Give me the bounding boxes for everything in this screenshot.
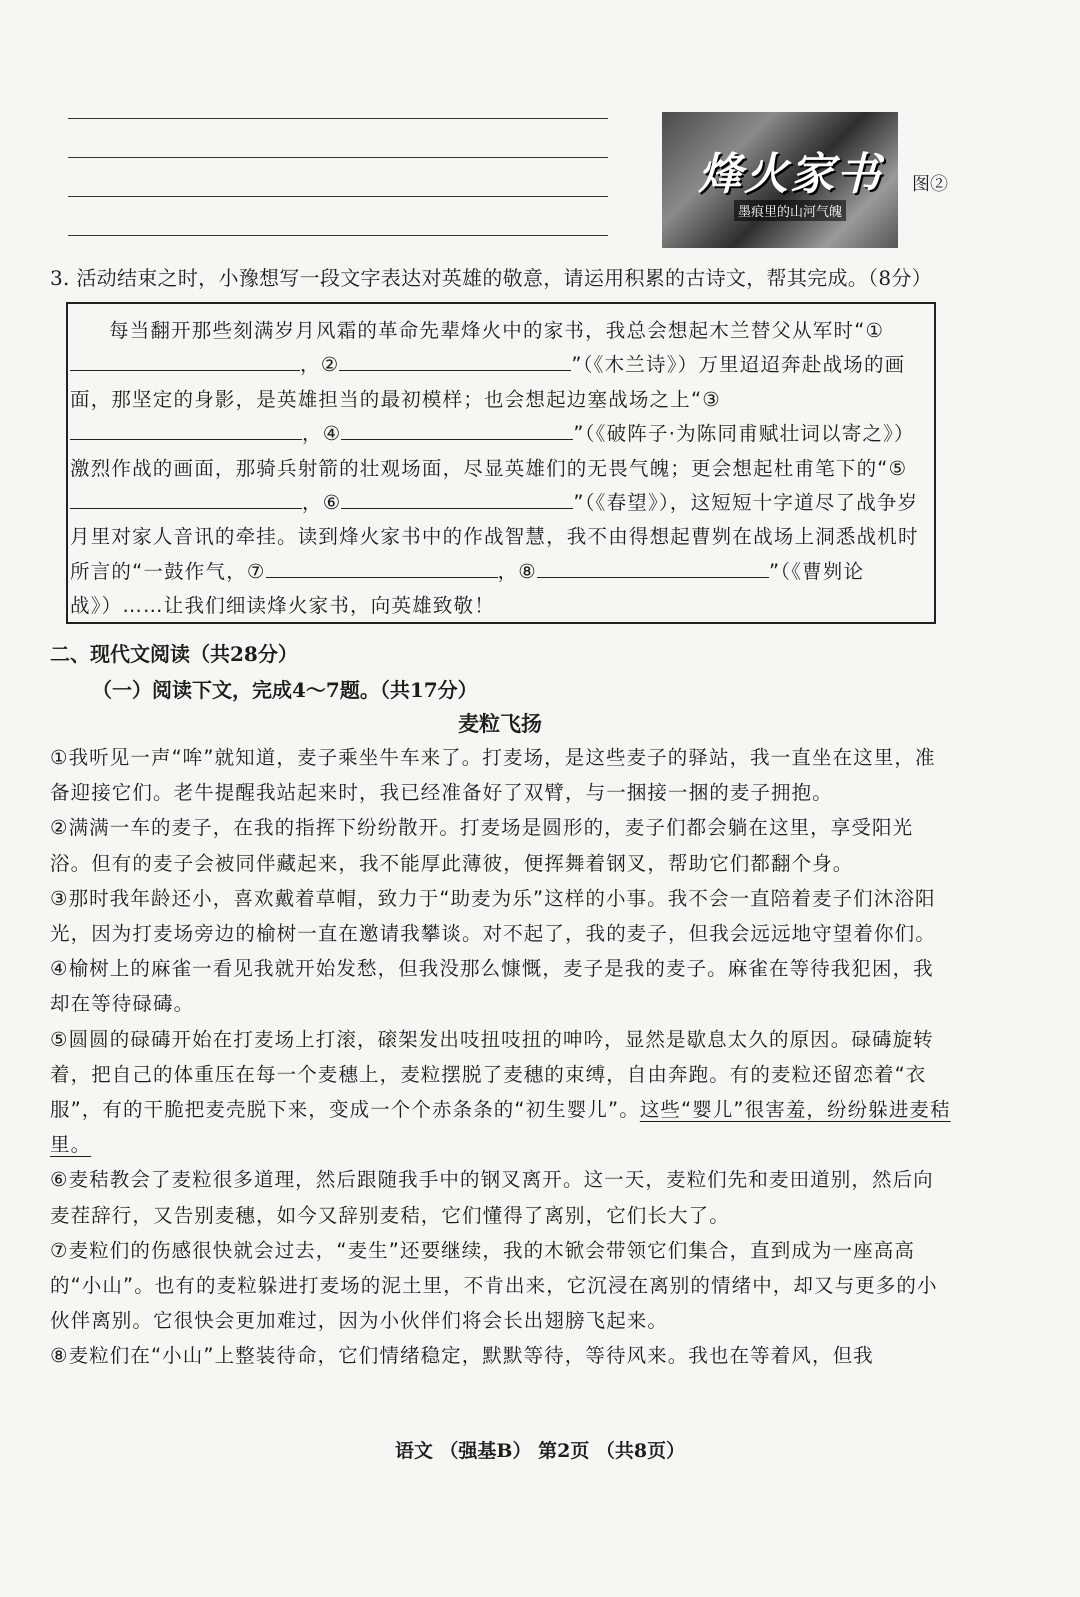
blank-4[interactable] [341,421,573,440]
paragraph-5-text: ⑤圆圆的碌碡开始在打麦场上打滚，磙架发出吱扭吱扭的呻吟，显然是歇息太久的原因。碌碡旋转着，把自己的体重压在每一个麦穗上，麦粒摆脱了麦穗的束缚，自由奔跑。有的麦粒还留恋着“衣服”，有的干脆把麦壳脱下来，变成一个个赤条条的“初生婴儿”。 [50,1027,934,1122]
paragraph-7: ⑦麦粒们的伤感很快就会过去，“麦生”还要继续，我的木锨会带领它们集合，直到成为一座高高的“小山”。也有的麦粒躲进打麦场的泥土里，不肯出来，它沉浸在离别的情绪中，却又与更多的小伙伴离别。它很快会更加难过，因为小伙伴们将会长出翅膀飞起来。 [50,1238,938,1333]
box-text-3: ”（《木兰诗》）万里迢迢奔赴战场的画面，那坚定的身影，是英雄担当的最初模样；也会想起边塞战场之上“③ [70,353,906,411]
box-text-1: 每当翻开那些刻满岁月风霜的革命先辈烽火中的家书，我总会想起木兰替父从军时“① [109,319,885,342]
answer-line [68,196,608,197]
box-text-2: ，② [300,353,340,377]
paragraph-1: ①我听见一声“哞”就知道，麦子乘坐牛车来了。打麦场，是这些麦子的驿站，我一直坐在这里，准备迎接它们。老牛提醒我站起来时，我已经准备好了双臂，与一捆接一捆的麦子拥抱。 [50,746,936,805]
blank-1[interactable] [70,352,300,371]
blank-7[interactable] [266,559,498,578]
answer-line [68,118,608,119]
paragraph-2: ②满满一车的麦子，在我的指挥下纷纷散开。打麦场是圆形的，麦子们都会躺在这里，享受阳光浴。但有的麦子会被同伴藏起来，我不能厚此薄彼，便挥舞着钢叉，帮助它们都翻个身。 [50,816,914,875]
box-text-9: ”（《曹刿论战》）……让我们细读烽火家书，向英雄致敬！ [70,559,865,618]
section-2-heading: 二、现代文阅读（共28分） [50,642,298,666]
article-title: 麦粒飞扬 [458,711,542,736]
paragraph-4: ④榆树上的麻雀一看见我就开始发愁，但我没那么慷慨，麦子是我的麦子。麻雀在等待我犯困，我却在等待碌碡。 [50,957,934,1016]
blank-2[interactable] [339,352,571,371]
article-body [50,740,952,1374]
question-3: 3. 活动结束之时，小豫想写一段文字表达对英雄的敬意，请运用积累的古诗文，帮其完成。（8分） [50,266,932,290]
answer-box-text [70,314,932,624]
subsection-1-heading: （一）阅读下文，完成4～7题。（共17分） [92,678,478,702]
blank-5[interactable] [70,490,302,509]
figure-subtitle: 墨痕里的山河气魄 [734,200,846,221]
figure-image [662,112,898,248]
blank-3[interactable] [70,421,302,440]
box-text-7: ”（《春望》），这短短十字道尽了战争岁月里对家人音讯的牵挂。读到烽火家书中的作战智慧，我不由得想起曹刿在战场上洞悉战机时所言的“一鼓作气，⑦ [70,491,919,583]
paragraph-8: ⑧麦粒们在“小山”上整装待命，它们情绪稳定，默默等待，等待风来。我也在等着风，但我 [50,1344,874,1368]
box-text-6: ，⑥ [302,491,342,515]
paragraph-6: ⑥麦秸教会了麦粒很多道理，然后跟随我手中的钢叉离开。这一天，麦粒们先和麦田道别，然后向麦茬辞行，又告别麦穗，如今又辞别麦秸，它们懂得了离别，它们长大了。 [50,1168,934,1227]
paragraph-5 [50,1022,952,1163]
blank-6[interactable] [341,490,573,509]
paragraph-3: ③那时我年龄还小，喜欢戴着草帽，致力于“助麦为乐”这样的小事。我不会一直陪着麦子们沐浴阳光，因为打麦场旁边的榆树一直在邀请我攀谈。对不起了，我的麦子，但我会远远地守望着你们。 [50,886,936,946]
answer-lines [68,118,608,274]
figure-label: 图② [912,174,948,195]
box-text-5: ”（《破阵子·为陈同甫赋壮词以寄之》）激烈作战的画面，那骑兵射箭的壮观场面，尽显英雄们的无畏气魄；更会想起杜甫笔下的“⑤ [70,422,915,480]
answer-line [68,157,608,158]
blank-8[interactable] [537,559,769,578]
page-footer: 语文 （强基B） 第2页 （共8页） [394,1440,686,1462]
box-text-8: ，⑧ [497,559,537,583]
figure-title: 烽火家书 [698,149,882,200]
answer-line [68,235,608,236]
underlined-sentence: 这些“婴儿”很害羞，纷纷躲进麦秸里。 [50,1098,951,1157]
box-text-4: ，④ [302,422,342,446]
